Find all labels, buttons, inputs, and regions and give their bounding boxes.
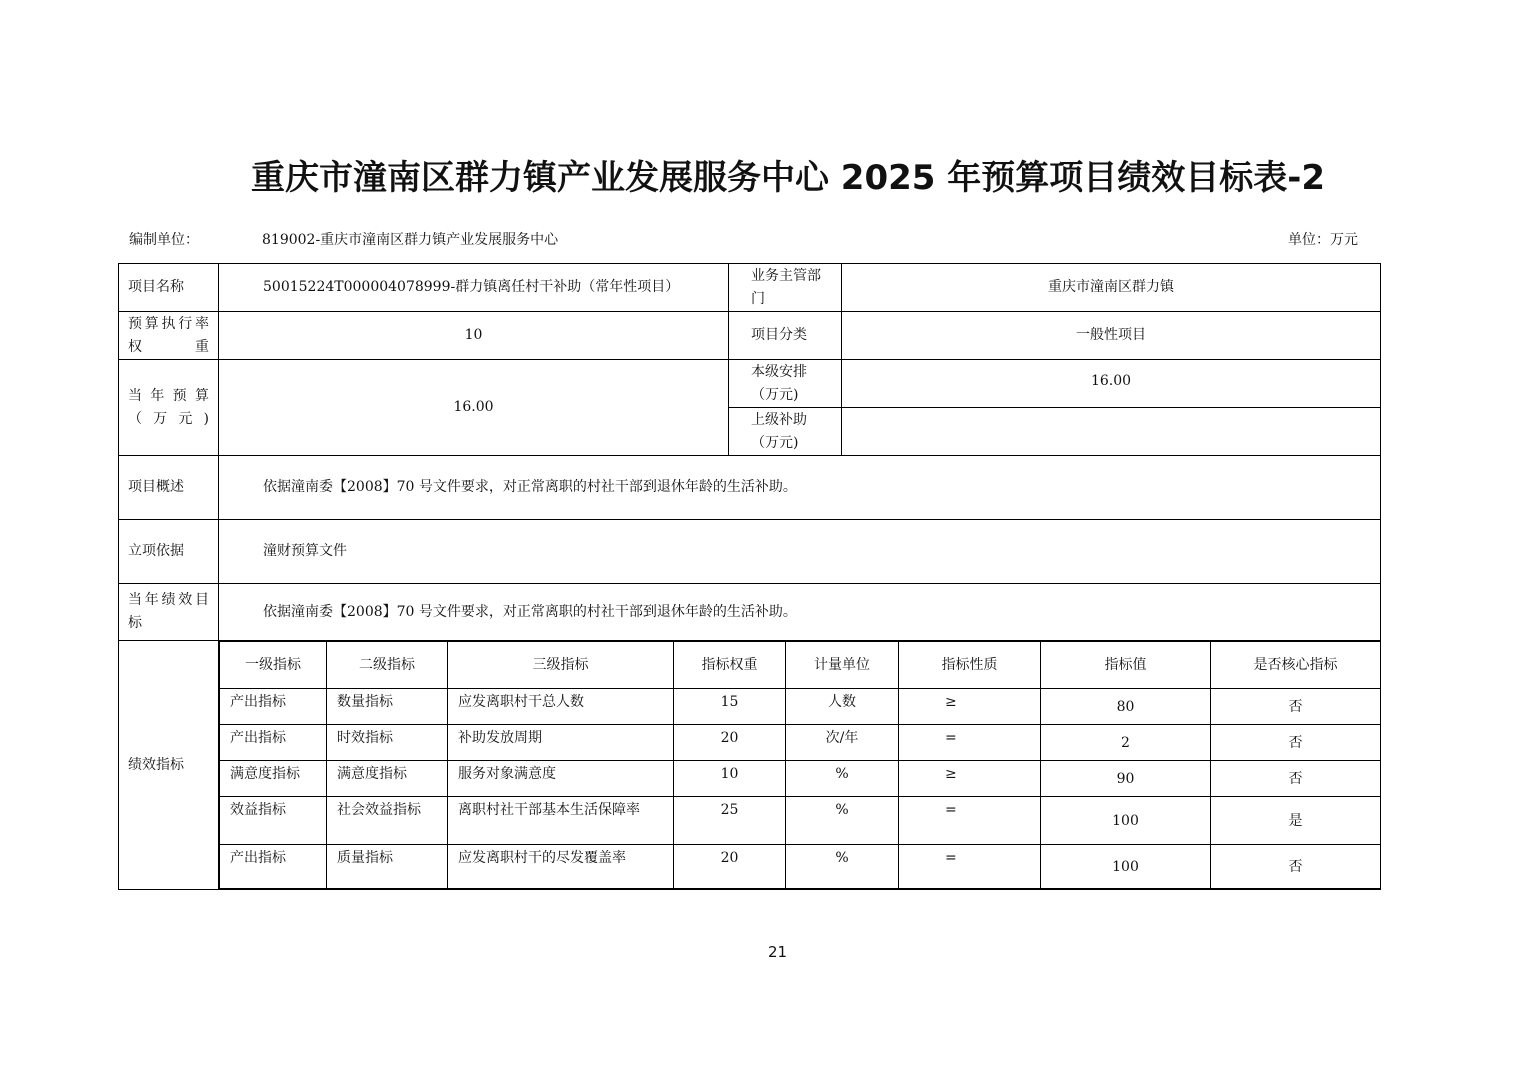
local-label: 本级安排（万元)	[729, 360, 842, 408]
upper-value	[842, 408, 1381, 456]
indicators-header	[220, 642, 1381, 689]
nature-cell: ≥	[899, 689, 1041, 725]
table-row	[220, 725, 1381, 761]
value-cell: 2	[1041, 725, 1211, 761]
goal-label: 当年绩效目标	[119, 584, 219, 641]
exec-rate-value: 10	[219, 312, 729, 360]
level3-cell: 服务对象满意度	[448, 761, 674, 797]
goal-value: 依据潼南委【2008】70 号文件要求，对正常离职的村社干部到退休年龄的生活补助。	[219, 584, 1381, 641]
core-cell: 否	[1211, 725, 1381, 761]
performance-table	[118, 263, 1381, 890]
project-name-label: 项目名称	[119, 264, 219, 312]
weight-cell: 20	[674, 845, 786, 889]
core-cell: 是	[1211, 797, 1381, 845]
core-cell: 否	[1211, 761, 1381, 797]
basis-label: 立项依据	[119, 520, 219, 584]
header-cell: 二级指标	[327, 642, 448, 689]
header-cell: 三级指标	[448, 642, 674, 689]
weight-cell: 10	[674, 761, 786, 797]
unit-cell: 人数	[786, 689, 899, 725]
level2-cell: 满意度指标	[327, 761, 448, 797]
header-cell: 计量单位	[786, 642, 899, 689]
value-cell: 100	[1041, 845, 1211, 889]
nature-cell: ≥	[899, 761, 1041, 797]
dept-label: 业务主管部门	[729, 264, 842, 312]
local-value: 16.00	[842, 360, 1381, 408]
level1-cell: 产出指标	[220, 725, 327, 761]
header-cell: 一级指标	[220, 642, 327, 689]
dept-value: 重庆市潼南区群力镇	[842, 264, 1381, 312]
header-cell: 是否核心指标	[1211, 642, 1381, 689]
table-row	[220, 689, 1381, 725]
core-cell: 否	[1211, 845, 1381, 889]
org-label: 编制单位：	[129, 232, 199, 248]
nature-cell: =	[899, 845, 1041, 889]
header-cell: 指标权重	[674, 642, 786, 689]
category-label: 项目分类	[729, 312, 842, 360]
overview-value: 依据潼南委【2008】70 号文件要求，对正常离职的村社干部到退休年龄的生活补助。	[219, 456, 1381, 520]
level1-cell: 效益指标	[220, 797, 327, 845]
level2-cell: 时效指标	[327, 725, 448, 761]
level2-cell: 质量指标	[327, 845, 448, 889]
header-cell: 指标性质	[899, 642, 1041, 689]
nature-cell: =	[899, 797, 1041, 845]
indicators-cell	[219, 641, 1381, 890]
page-number: 21	[767, 943, 788, 961]
budget-label: 当年预算（万元)	[119, 360, 219, 456]
unit-cell: %	[786, 845, 899, 889]
org-value: 819002-重庆市潼南区群力镇产业发展服务中心	[262, 232, 559, 248]
nature-cell: =	[899, 725, 1041, 761]
value-cell: 100	[1041, 797, 1211, 845]
unit-cell: %	[786, 797, 899, 845]
basis-value: 潼财预算文件	[219, 520, 1381, 584]
page-title: 重庆市潼南区群力镇产业发展服务中心 2025 年预算项目绩效目标表-2	[250, 158, 1326, 198]
perf-label: 绩效指标	[119, 641, 219, 890]
upper-label: 上级补助（万元)	[729, 408, 842, 456]
weight-cell: 25	[674, 797, 786, 845]
level1-cell: 产出指标	[220, 845, 327, 889]
overview-label: 项目概述	[119, 456, 219, 520]
level3-cell: 补助发放周期	[448, 725, 674, 761]
value-cell: 90	[1041, 761, 1211, 797]
indicators-table	[219, 641, 1381, 889]
value-cell: 80	[1041, 689, 1211, 725]
level2-cell: 数量指标	[327, 689, 448, 725]
unit-cell: 次/年	[786, 725, 899, 761]
exec-rate-label: 预算执行率权重	[119, 312, 219, 360]
weight-cell: 20	[674, 725, 786, 761]
unit-cell: %	[786, 761, 899, 797]
table-row	[220, 761, 1381, 797]
level1-cell: 产出指标	[220, 689, 327, 725]
table-row	[220, 797, 1381, 845]
header-cell: 指标值	[1041, 642, 1211, 689]
category-value: 一般性项目	[842, 312, 1381, 360]
level2-cell: 社会效益指标	[327, 797, 448, 845]
project-name-value: 50015224T000004078999-群力镇离任村干补助（常年性项目）	[219, 264, 729, 312]
budget-value: 16.00	[219, 360, 729, 456]
level3-cell: 应发离职村干的尽发覆盖率	[448, 845, 674, 889]
weight-cell: 15	[674, 689, 786, 725]
level3-cell: 离职村社干部基本生活保障率	[448, 797, 674, 845]
level1-cell: 满意度指标	[220, 761, 327, 797]
core-cell: 否	[1211, 689, 1381, 725]
unit-label: 单位：万元	[1288, 232, 1358, 248]
level3-cell: 应发离职村干总人数	[448, 689, 674, 725]
table-row	[220, 845, 1381, 889]
